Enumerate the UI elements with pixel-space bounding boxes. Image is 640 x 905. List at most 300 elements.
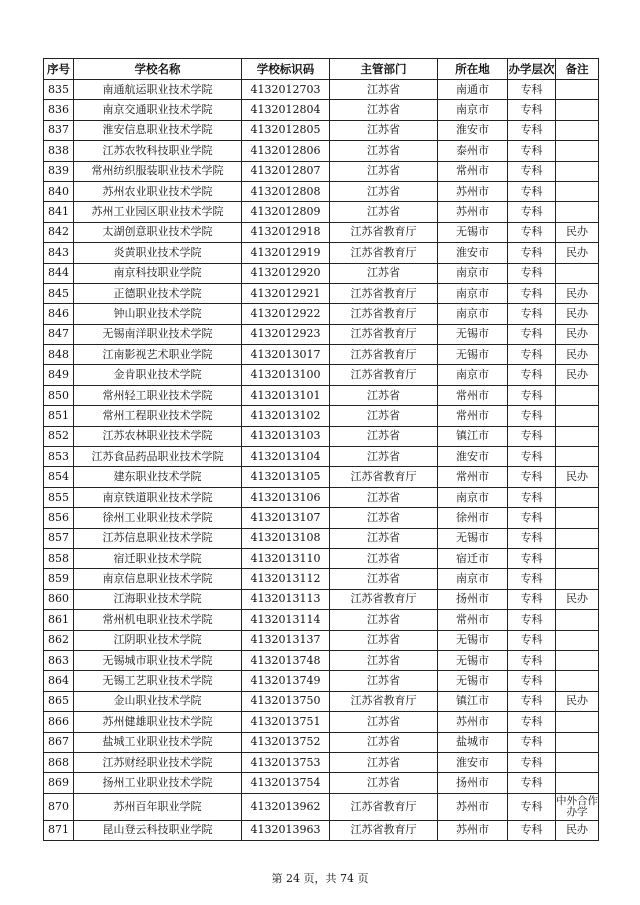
cell-school-code: 4132013104 <box>242 447 330 467</box>
table-row <box>44 304 599 324</box>
table-row <box>44 324 599 344</box>
cell-school-code: 4132013107 <box>242 508 330 528</box>
cell-school-code: 4132013137 <box>242 630 330 650</box>
cell-no: 863 <box>44 650 74 670</box>
cell-no: 870 <box>44 793 74 820</box>
cell-department: 江苏省 <box>330 181 438 201</box>
cell-location: 镇江市 <box>438 426 508 446</box>
cell-school-name: 无锡工艺职业技术学院 <box>74 671 242 691</box>
cell-location: 苏州市 <box>438 820 508 840</box>
cell-note <box>556 385 599 405</box>
cell-school-name: 江苏农牧科技职业学院 <box>74 141 242 161</box>
cell-location: 南京市 <box>438 283 508 303</box>
cell-department: 江苏省教育厅 <box>330 324 438 344</box>
table-row <box>44 283 599 303</box>
cell-department: 江苏省 <box>330 487 438 507</box>
table-row <box>44 385 599 405</box>
table-row <box>44 793 599 820</box>
cell-level: 专科 <box>508 691 556 711</box>
cell-school-name: 江苏农林职业技术学院 <box>74 426 242 446</box>
cell-no: 856 <box>44 508 74 528</box>
cell-no: 836 <box>44 100 74 120</box>
cell-note <box>556 671 599 691</box>
cell-level: 专科 <box>508 120 556 140</box>
cell-level: 专科 <box>508 630 556 650</box>
cell-location: 苏州市 <box>438 712 508 732</box>
cell-location: 南京市 <box>438 304 508 324</box>
table-row <box>44 181 599 201</box>
cell-level: 专科 <box>508 80 556 100</box>
cell-note: 民办 <box>556 243 599 263</box>
cell-school-code: 4132012923 <box>242 324 330 344</box>
cell-location: 淮安市 <box>438 447 508 467</box>
cell-department: 江苏省 <box>330 120 438 140</box>
cell-no: 849 <box>44 365 74 385</box>
cell-note: 民办 <box>556 324 599 344</box>
cell-school-name: 苏州工业园区职业技术学院 <box>74 202 242 222</box>
cell-location: 苏州市 <box>438 202 508 222</box>
cell-location: 无锡市 <box>438 222 508 242</box>
cell-location: 常州市 <box>438 406 508 426</box>
cell-level: 专科 <box>508 447 556 467</box>
cell-no: 869 <box>44 773 74 793</box>
cell-no: 858 <box>44 548 74 568</box>
cell-location: 常州市 <box>438 161 508 181</box>
header-note: 备注 <box>556 59 599 80</box>
cell-location: 南京市 <box>438 487 508 507</box>
page-footer: 第 24 页，共 74 页 <box>271 872 369 885</box>
table-row <box>44 406 599 426</box>
cell-no: 839 <box>44 161 74 181</box>
cell-note: 民办 <box>556 222 599 242</box>
cell-note <box>556 80 599 100</box>
cell-note: 民办 <box>556 365 599 385</box>
cell-school-name: 南京科技职业学院 <box>74 263 242 283</box>
header-level: 办学层次 <box>508 59 556 80</box>
header-no: 序号 <box>44 59 74 80</box>
cell-department: 江苏省 <box>330 630 438 650</box>
cell-school-name: 常州轻工职业技术学院 <box>74 385 242 405</box>
cell-location: 无锡市 <box>438 630 508 650</box>
cell-department: 江苏省教育厅 <box>330 222 438 242</box>
cell-department: 江苏省 <box>330 508 438 528</box>
cell-level: 专科 <box>508 610 556 630</box>
cell-note <box>556 406 599 426</box>
cell-school-code: 4132013962 <box>242 793 330 820</box>
cell-school-code: 4132013114 <box>242 610 330 630</box>
cell-note <box>556 161 599 181</box>
cell-level: 专科 <box>508 141 556 161</box>
cell-location: 常州市 <box>438 467 508 487</box>
cell-school-name: 太湖创意职业技术学院 <box>74 222 242 242</box>
cell-no: 853 <box>44 447 74 467</box>
cell-school-code: 4132012805 <box>242 120 330 140</box>
cell-level: 专科 <box>508 243 556 263</box>
cell-note <box>556 181 599 201</box>
cell-note: 民办 <box>556 467 599 487</box>
table-row <box>44 671 599 691</box>
cell-note <box>556 630 599 650</box>
cell-level: 专科 <box>508 202 556 222</box>
cell-no: 843 <box>44 243 74 263</box>
cell-department: 江苏省 <box>330 447 438 467</box>
cell-department: 江苏省教育厅 <box>330 304 438 324</box>
cell-school-name: 常州机电职业技术学院 <box>74 610 242 630</box>
cell-department: 江苏省 <box>330 732 438 752</box>
cell-department: 江苏省教育厅 <box>330 467 438 487</box>
table-row <box>44 752 599 772</box>
cell-level: 专科 <box>508 773 556 793</box>
cell-school-code: 4132013103 <box>242 426 330 446</box>
cell-school-name: 苏州健雄职业技术学院 <box>74 712 242 732</box>
cell-level: 专科 <box>508 100 556 120</box>
cell-no: 846 <box>44 304 74 324</box>
cell-level: 专科 <box>508 161 556 181</box>
cell-school-name: 金肯职业技术学院 <box>74 365 242 385</box>
cell-department: 江苏省 <box>330 80 438 100</box>
cell-department: 江苏省 <box>330 773 438 793</box>
cell-school-name: 江海职业技术学院 <box>74 589 242 609</box>
cell-location: 苏州市 <box>438 181 508 201</box>
table-row <box>44 447 599 467</box>
cell-school-code: 4132013753 <box>242 752 330 772</box>
cell-level: 专科 <box>508 793 556 820</box>
cell-level: 专科 <box>508 752 556 772</box>
cell-location: 无锡市 <box>438 650 508 670</box>
cell-location: 南京市 <box>438 569 508 589</box>
cell-school-code: 4132013110 <box>242 548 330 568</box>
header-school-code: 学校标识码 <box>242 59 330 80</box>
cell-location: 南京市 <box>438 100 508 120</box>
cell-note <box>556 773 599 793</box>
cell-school-name: 建东职业技术学院 <box>74 467 242 487</box>
cell-no: 848 <box>44 345 74 365</box>
cell-no: 844 <box>44 263 74 283</box>
cell-level: 专科 <box>508 467 556 487</box>
cell-no: 840 <box>44 181 74 201</box>
cell-location: 无锡市 <box>438 345 508 365</box>
cell-department: 江苏省 <box>330 752 438 772</box>
cell-level: 专科 <box>508 324 556 344</box>
cell-school-name: 江南影视艺术职业学院 <box>74 345 242 365</box>
cell-department: 江苏省 <box>330 161 438 181</box>
table-row <box>44 610 599 630</box>
cell-department: 江苏省 <box>330 671 438 691</box>
cell-school-code: 4132013101 <box>242 385 330 405</box>
cell-level: 专科 <box>508 487 556 507</box>
cell-school-code: 4132013108 <box>242 528 330 548</box>
cell-department: 江苏省 <box>330 569 438 589</box>
cell-note <box>556 548 599 568</box>
cell-note <box>556 650 599 670</box>
cell-school-name: 常州工程职业技术学院 <box>74 406 242 426</box>
cell-school-name: 正德职业技术学院 <box>74 283 242 303</box>
cell-department: 江苏省 <box>330 406 438 426</box>
table-row <box>44 589 599 609</box>
table-row <box>44 100 599 120</box>
school-list-table <box>43 58 599 841</box>
cell-level: 专科 <box>508 732 556 752</box>
cell-department: 江苏省 <box>330 528 438 548</box>
cell-level: 专科 <box>508 650 556 670</box>
cell-school-code: 4132013749 <box>242 671 330 691</box>
cell-school-code: 4132013102 <box>242 406 330 426</box>
cell-note <box>556 569 599 589</box>
cell-note <box>556 528 599 548</box>
cell-note <box>556 752 599 772</box>
cell-department: 江苏省 <box>330 610 438 630</box>
cell-location: 无锡市 <box>438 324 508 344</box>
cell-no: 868 <box>44 752 74 772</box>
cell-no: 857 <box>44 528 74 548</box>
cell-school-code: 4132013113 <box>242 589 330 609</box>
cell-note: 民办 <box>556 283 599 303</box>
cell-school-code: 4132012920 <box>242 263 330 283</box>
cell-school-code: 4132013752 <box>242 732 330 752</box>
cell-school-code: 4132012806 <box>242 141 330 161</box>
cell-school-name: 钟山职业技术学院 <box>74 304 242 324</box>
cell-no: 851 <box>44 406 74 426</box>
table-row <box>44 345 599 365</box>
table-row <box>44 365 599 385</box>
header-school-name: 学校名称 <box>74 59 242 80</box>
cell-no: 864 <box>44 671 74 691</box>
cell-no: 855 <box>44 487 74 507</box>
cell-department: 江苏省 <box>330 385 438 405</box>
cell-department: 江苏省 <box>330 100 438 120</box>
cell-note: 民办 <box>556 820 599 840</box>
cell-location: 淮安市 <box>438 752 508 772</box>
cell-note <box>556 100 599 120</box>
cell-no: 861 <box>44 610 74 630</box>
cell-school-code: 4132012703 <box>242 80 330 100</box>
cell-school-name: 南京交通职业技术学院 <box>74 100 242 120</box>
cell-school-name: 江苏食品药品职业技术学院 <box>74 447 242 467</box>
cell-note: 民办 <box>556 304 599 324</box>
cell-school-name: 江苏财经职业技术学院 <box>74 752 242 772</box>
cell-school-name: 苏州农业职业技术学院 <box>74 181 242 201</box>
cell-note <box>556 141 599 161</box>
cell-department: 江苏省教育厅 <box>330 589 438 609</box>
cell-no: 865 <box>44 691 74 711</box>
cell-school-name: 无锡城市职业技术学院 <box>74 650 242 670</box>
cell-location: 泰州市 <box>438 141 508 161</box>
cell-school-name: 苏州百年职业学院 <box>74 793 242 820</box>
cell-school-code: 4132012922 <box>242 304 330 324</box>
cell-location: 南通市 <box>438 80 508 100</box>
table-row <box>44 712 599 732</box>
cell-no: 847 <box>44 324 74 344</box>
cell-school-name: 南通航运职业技术学院 <box>74 80 242 100</box>
cell-school-name: 常州纺织服装职业技术学院 <box>74 161 242 181</box>
cell-no: 842 <box>44 222 74 242</box>
cell-note <box>556 487 599 507</box>
cell-no: 866 <box>44 712 74 732</box>
cell-no: 854 <box>44 467 74 487</box>
cell-department: 江苏省 <box>330 141 438 161</box>
table-row <box>44 528 599 548</box>
cell-school-name: 江阴职业技术学院 <box>74 630 242 650</box>
cell-level: 专科 <box>508 426 556 446</box>
cell-level: 专科 <box>508 569 556 589</box>
cell-department: 江苏省 <box>330 426 438 446</box>
cell-school-name: 宿迁职业技术学院 <box>74 548 242 568</box>
table-row <box>44 467 599 487</box>
cell-location: 常州市 <box>438 385 508 405</box>
cell-location: 扬州市 <box>438 589 508 609</box>
cell-school-name: 无锡南洋职业技术学院 <box>74 324 242 344</box>
cell-department: 江苏省 <box>330 202 438 222</box>
cell-school-name: 南京信息职业技术学院 <box>74 569 242 589</box>
cell-school-code: 4132013751 <box>242 712 330 732</box>
cell-department: 江苏省 <box>330 650 438 670</box>
cell-school-code: 4132013105 <box>242 467 330 487</box>
cell-note <box>556 447 599 467</box>
table-row <box>44 630 599 650</box>
cell-no: 852 <box>44 426 74 446</box>
cell-note: 中外合作办学 <box>556 793 599 820</box>
cell-no: 850 <box>44 385 74 405</box>
cell-department: 江苏省 <box>330 548 438 568</box>
cell-school-name: 徐州工业职业技术学院 <box>74 508 242 528</box>
cell-school-code: 4132013754 <box>242 773 330 793</box>
cell-school-code: 4132013963 <box>242 820 330 840</box>
cell-no: 835 <box>44 80 74 100</box>
cell-note: 民办 <box>556 345 599 365</box>
table-row <box>44 426 599 446</box>
cell-school-code: 4132013106 <box>242 487 330 507</box>
cell-school-code: 4132012921 <box>242 283 330 303</box>
cell-school-name: 盐城工业职业技术学院 <box>74 732 242 752</box>
cell-level: 专科 <box>508 385 556 405</box>
cell-level: 专科 <box>508 263 556 283</box>
table-row <box>44 691 599 711</box>
cell-school-code: 4132012919 <box>242 243 330 263</box>
cell-school-name: 昆山登云科技职业学院 <box>74 820 242 840</box>
cell-note <box>556 712 599 732</box>
table-row <box>44 120 599 140</box>
cell-school-code: 4132013748 <box>242 650 330 670</box>
cell-no: 860 <box>44 589 74 609</box>
cell-level: 专科 <box>508 181 556 201</box>
cell-school-code: 4132012804 <box>242 100 330 120</box>
table-row <box>44 222 599 242</box>
cell-school-code: 4132013112 <box>242 569 330 589</box>
cell-level: 专科 <box>508 406 556 426</box>
cell-level: 专科 <box>508 508 556 528</box>
table-body <box>44 80 599 841</box>
cell-school-name: 南京铁道职业技术学院 <box>74 487 242 507</box>
cell-no: 845 <box>44 283 74 303</box>
cell-no: 841 <box>44 202 74 222</box>
table-row <box>44 548 599 568</box>
cell-note <box>556 426 599 446</box>
cell-school-code: 4132012918 <box>242 222 330 242</box>
table-row <box>44 243 599 263</box>
cell-level: 专科 <box>508 304 556 324</box>
cell-level: 专科 <box>508 222 556 242</box>
table-row <box>44 80 599 100</box>
cell-school-code: 4132013750 <box>242 691 330 711</box>
header-row <box>44 59 599 80</box>
cell-location: 无锡市 <box>438 528 508 548</box>
table-row <box>44 508 599 528</box>
cell-school-name: 炎黄职业技术学院 <box>74 243 242 263</box>
cell-level: 专科 <box>508 345 556 365</box>
cell-level: 专科 <box>508 548 556 568</box>
cell-school-name: 金山职业技术学院 <box>74 691 242 711</box>
table-row <box>44 773 599 793</box>
cell-no: 838 <box>44 141 74 161</box>
cell-school-code: 4132012808 <box>242 181 330 201</box>
cell-school-name: 淮安信息职业技术学院 <box>74 120 242 140</box>
cell-location: 南京市 <box>438 263 508 283</box>
cell-level: 专科 <box>508 712 556 732</box>
cell-department: 江苏省教育厅 <box>330 691 438 711</box>
cell-note <box>556 202 599 222</box>
cell-note: 民办 <box>556 691 599 711</box>
cell-level: 专科 <box>508 820 556 840</box>
cell-location: 徐州市 <box>438 508 508 528</box>
cell-note <box>556 120 599 140</box>
cell-no: 862 <box>44 630 74 650</box>
cell-department: 江苏省 <box>330 263 438 283</box>
table-row <box>44 569 599 589</box>
cell-location: 宿迁市 <box>438 548 508 568</box>
cell-note: 民办 <box>556 589 599 609</box>
cell-location: 苏州市 <box>438 793 508 820</box>
table-row <box>44 732 599 752</box>
table-row <box>44 650 599 670</box>
cell-level: 专科 <box>508 589 556 609</box>
cell-level: 专科 <box>508 671 556 691</box>
cell-department: 江苏省教育厅 <box>330 283 438 303</box>
cell-department: 江苏省教育厅 <box>330 365 438 385</box>
cell-level: 专科 <box>508 365 556 385</box>
cell-level: 专科 <box>508 283 556 303</box>
cell-location: 镇江市 <box>438 691 508 711</box>
cell-department: 江苏省 <box>330 712 438 732</box>
cell-school-code: 4132012807 <box>242 161 330 181</box>
cell-department: 江苏省教育厅 <box>330 820 438 840</box>
cell-school-code: 4132012809 <box>242 202 330 222</box>
cell-note <box>556 610 599 630</box>
table-row <box>44 820 599 840</box>
cell-location: 盐城市 <box>438 732 508 752</box>
cell-location: 常州市 <box>438 610 508 630</box>
cell-level: 专科 <box>508 528 556 548</box>
table-row <box>44 487 599 507</box>
cell-location: 无锡市 <box>438 671 508 691</box>
cell-no: 859 <box>44 569 74 589</box>
cell-location: 淮安市 <box>438 243 508 263</box>
cell-school-code: 4132013017 <box>242 345 330 365</box>
table-row <box>44 263 599 283</box>
cell-location: 南京市 <box>438 365 508 385</box>
cell-note <box>556 263 599 283</box>
cell-location: 淮安市 <box>438 120 508 140</box>
cell-no: 867 <box>44 732 74 752</box>
header-department: 主管部门 <box>330 59 438 80</box>
cell-note <box>556 508 599 528</box>
table-row <box>44 202 599 222</box>
table-row <box>44 141 599 161</box>
cell-department: 江苏省教育厅 <box>330 793 438 820</box>
cell-school-name: 扬州工业职业技术学院 <box>74 773 242 793</box>
cell-note <box>556 732 599 752</box>
cell-location: 扬州市 <box>438 773 508 793</box>
cell-school-name: 江苏信息职业技术学院 <box>74 528 242 548</box>
